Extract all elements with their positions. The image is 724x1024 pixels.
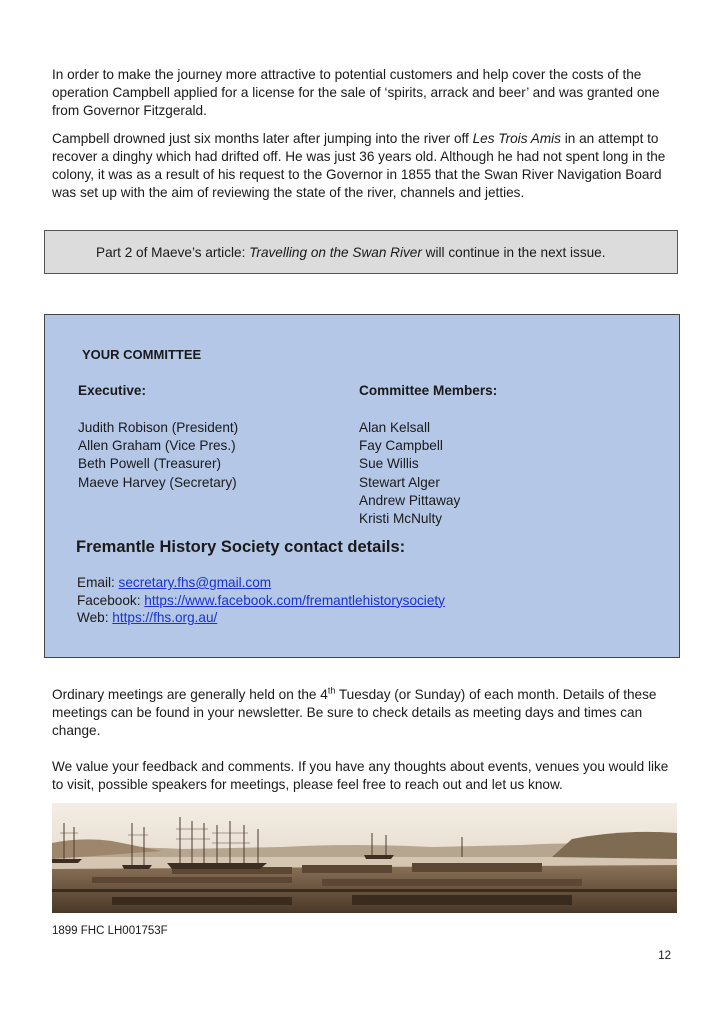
committee-member: Fay Campbell [359,438,443,454]
email-row [77,574,445,592]
continuation-suffix: will continue in the next issue. [421,245,606,260]
meetings-text-end: Tuesday (or Sunday) of each month. Details of these meetings can be found in your newsletter. Be sure to check details as meeting days and times can change. [52,687,657,738]
facebook-label: Facebook: [77,592,145,608]
committee-members-list [359,419,460,528]
committee-member: Alan Kelsall [359,420,431,435]
photo-caption: 1899 FHC LH001753F [52,925,168,937]
facebook-link[interactable]: https://www.facebook.com/fremantlehistorysociety [144,592,445,608]
contact-heading: Fremantle History Society contact details: [76,538,406,556]
meetings-text-start: Ordinary meetings are generally held on the 4 [52,687,328,702]
committee-member: Sue Willis [359,456,419,472]
ship-name: Les Trois Amis [472,131,561,146]
executive-member: Allen Graham (Vice Pres.) [78,438,236,454]
ordinal-suffix: th [327,685,336,696]
feedback-paragraph: We value your feedback and comments. If you have any thoughts about events, venues you would like to visit, possible speakers for meetings, please feel free to reach out and let us know. [52,759,669,792]
article-paragraph-2 [52,130,676,202]
web-link[interactable]: https://fhs.org.au/ [112,610,218,625]
web-row [77,609,445,627]
executive-member: Maeve Harvey (Secretary) [78,474,237,490]
continuation-note-box [44,230,678,274]
contact-details [77,574,445,627]
committee-member: Kristi McNulty [359,511,443,527]
executive-member: Beth Powell (Treasurer) [78,456,222,472]
page-number: 12 [658,950,671,962]
executive-list [78,419,238,492]
continuation-note [96,244,606,262]
committee-member: Stewart Alger [359,474,440,490]
committee-panel [44,314,680,658]
continuation-article-title: Travelling on the Swan River [249,245,422,260]
facebook-row [77,592,445,610]
article-paragraph-2-start: Campbell drowned just six months later after jumping into the river off [52,131,473,146]
continuation-prefix: Part 2 of Maeve’s article: [96,245,250,260]
article-paragraph-1: In order to make the journey more attractive to potential customers and help cover the costs of the operation Campbell applied for a license for the sale of ‘spirits, arrack and beer’ and was granted one from Governor Fitzgerald. [52,67,660,118]
harbour-photo [52,803,677,913]
email-label: Email: [77,575,119,590]
harbour-photo-image [52,803,677,913]
executive-heading: Executive: [78,383,147,398]
article-paragraph-2-end: in an attempt to recover a dinghy which had drifted off. He was just 36 years old. Although he had not spent long in the colony, it was as a result of his request to the Governor in 1855 that the Swan River Navigation Board was set up with the aim of reviewing the state of the river, channels and jetties. [52,131,666,200]
executive-member: Judith Robison (President) [78,420,239,435]
web-label: Web: [77,610,113,625]
meetings-paragraph [52,686,676,740]
email-link[interactable]: secretary.fhs@gmail.com [118,575,272,590]
committee-member: Andrew Pittaway [359,492,461,508]
committee-members-heading: Committee Members: [359,383,498,398]
committee-heading: YOUR COMMITTEE [82,347,202,362]
